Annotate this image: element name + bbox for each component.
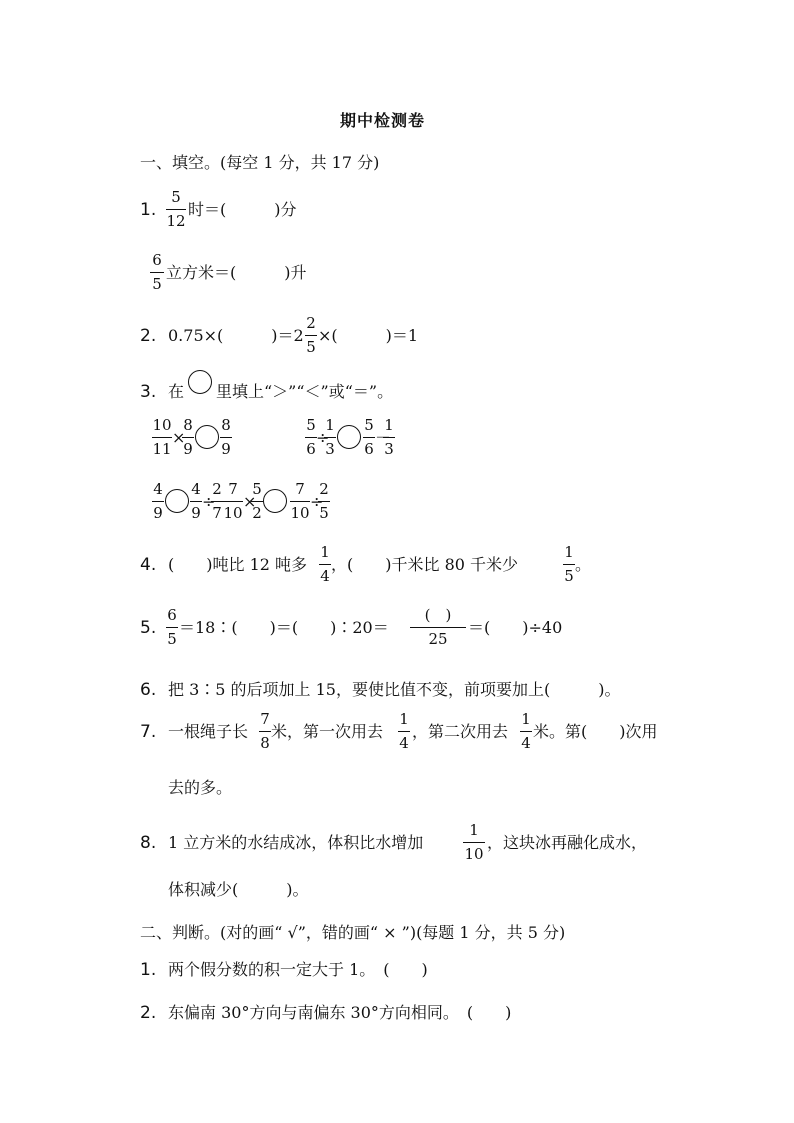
question-text: ×( )＝1 xyxy=(318,326,419,345)
question-number: 6. xyxy=(140,680,157,700)
question-number: 2. xyxy=(140,326,157,346)
judge-2 xyxy=(0,983,794,1043)
fraction: 7 10 xyxy=(290,480,310,522)
operator: × xyxy=(243,492,257,511)
compare-circle-icon[interactable] xyxy=(263,489,287,513)
fraction: 4 9 xyxy=(153,480,163,522)
denominator: 5 xyxy=(152,275,162,293)
operator: ÷ xyxy=(316,428,330,447)
operator: × xyxy=(172,428,186,447)
fraction: 7 8 xyxy=(260,710,270,752)
numerator: 5 xyxy=(171,188,181,206)
fraction xyxy=(150,243,164,303)
fraction: 7 10 xyxy=(223,480,243,522)
question-text: ( )吨比 12 吨多 xyxy=(168,555,308,574)
fraction: 5 6 xyxy=(364,416,374,458)
question-5 xyxy=(0,598,794,658)
question-text: 把 3∶5 的后项加上 15，要使比值不变，前项要加上( )。 xyxy=(168,680,621,699)
question-text: 里填上“＞”“＜”或“＝”。 xyxy=(216,382,394,401)
question-text: 米。第( )次用 xyxy=(533,722,658,741)
question-text: ＝( )÷40 xyxy=(468,618,563,637)
compare-circle-icon[interactable] xyxy=(337,425,361,449)
operator: ÷ xyxy=(310,492,324,511)
question-text: 米，第一次用去 xyxy=(271,722,384,741)
fraction: 1 3 xyxy=(325,416,335,458)
question-number: 1. xyxy=(140,960,157,980)
compare-circle-icon xyxy=(188,370,212,394)
fraction: 2 5 xyxy=(319,480,329,522)
question-number: 3. xyxy=(140,382,157,402)
fraction: 8 9 xyxy=(221,416,231,458)
question-7 xyxy=(0,702,794,762)
fraction: 1 4 xyxy=(521,710,531,752)
question-text: 两个假分数的积一定大于 1。 ( ) xyxy=(168,960,428,979)
question-text: 立方米＝( )升 xyxy=(166,263,307,282)
compare-circle-icon[interactable] xyxy=(165,489,189,513)
question-text: 一根绳子长 xyxy=(168,722,249,741)
question-3-row1 xyxy=(0,408,794,468)
question-3-row2 xyxy=(0,472,794,532)
fraction xyxy=(166,180,186,240)
numerator: 6 xyxy=(152,251,162,269)
denominator: 12 xyxy=(166,212,186,230)
question-text: ，( )千米比 80 千米少 xyxy=(331,555,519,574)
question-number: 4. xyxy=(140,555,157,575)
fraction: ( ) 25 xyxy=(410,598,466,658)
operator: ÷ xyxy=(202,492,216,511)
fraction: 1 3 xyxy=(384,416,394,458)
question-4 xyxy=(0,535,794,595)
numerator: 2 xyxy=(306,314,316,332)
question-text: ＝18∶( )＝( )∶20＝ xyxy=(179,618,389,637)
question-number: 8. xyxy=(140,833,157,853)
page-title: 期中检测卷 xyxy=(340,111,426,130)
fraction: 6 5 xyxy=(167,606,177,648)
question-text: 1 立方米的水结成冰，体积比水增加 xyxy=(168,833,424,852)
fraction: 10 11 xyxy=(152,416,172,458)
question-text: 东偏南 30°方向与南偏东 30°方向相同。 ( ) xyxy=(168,1003,512,1022)
fraction: 1 5 xyxy=(564,543,574,585)
question-text: ，这块冰再融化成水， xyxy=(487,833,648,852)
compare-circle-icon[interactable] xyxy=(195,425,219,449)
question-text: 。 xyxy=(575,555,592,574)
fraction: 2 7 xyxy=(212,480,222,522)
question-1a xyxy=(0,180,794,240)
denominator: 5 xyxy=(306,338,316,356)
fraction: 5 2 xyxy=(252,480,262,522)
question-text: 时＝( )分 xyxy=(188,200,297,219)
fraction: 5 6 xyxy=(306,416,316,458)
section2-heading: 二、判断。(对的画“ √”，错的画“ × ”)(每题 1 分，共 5 分) xyxy=(140,923,566,942)
question-text: 0.75×( )＝2 xyxy=(168,326,304,345)
question-number: 7. xyxy=(140,722,157,742)
question-8-continued: 体积减少( )。 xyxy=(168,880,309,899)
fraction: 1 4 xyxy=(320,543,330,585)
question-text: ，第二次用去 xyxy=(412,722,509,741)
fraction xyxy=(305,306,317,366)
question-number: 5. xyxy=(140,618,157,638)
question-2 xyxy=(0,306,794,366)
fraction: 1 4 xyxy=(399,710,409,752)
fraction: 1 10 xyxy=(464,821,484,863)
question-number: 1. xyxy=(140,200,157,220)
question-7-continued: 去的多。 xyxy=(168,778,233,797)
question-number: 2. xyxy=(140,1003,157,1023)
fraction: 8 9 xyxy=(183,416,193,458)
question-8 xyxy=(0,813,794,873)
fraction: 4 9 xyxy=(191,480,201,522)
operator: － xyxy=(375,428,392,447)
question-text: 在 xyxy=(168,382,185,401)
section1-heading: 一、填空。(每空 1 分，共 17 分) xyxy=(140,153,380,172)
question-1b xyxy=(0,243,794,303)
